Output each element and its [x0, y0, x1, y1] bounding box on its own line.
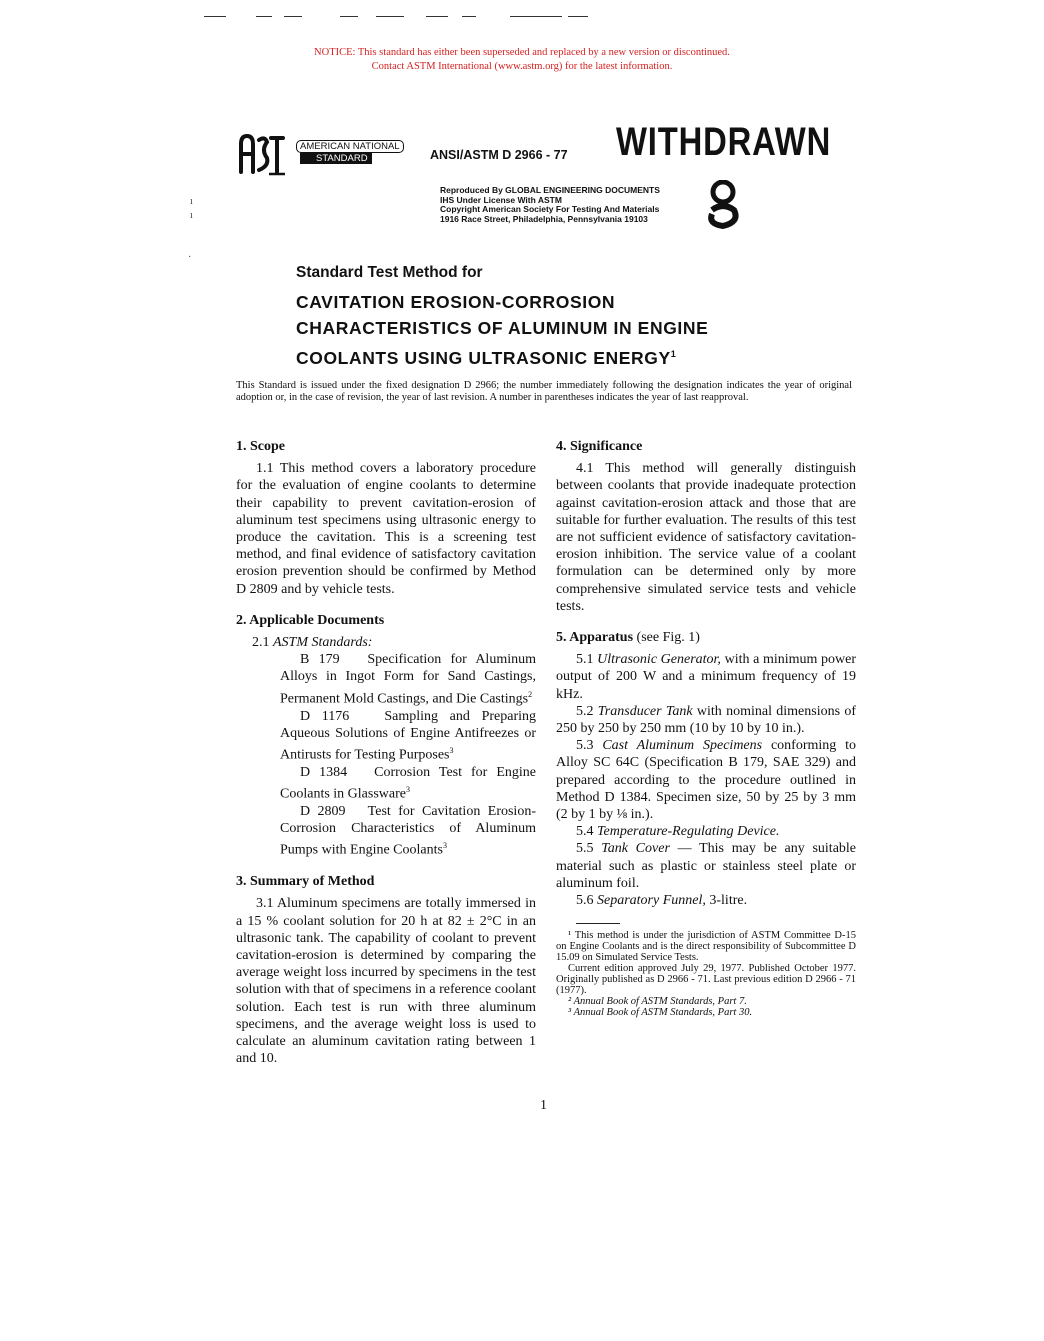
paragraph: 3.1 Aluminum specimens are totally immersed in a 15 % coolant solution for 20 h at 82 ± 2°C in an ultrasonic tank. The capability of coolant to prevent cavitation-erosion is determined by comparing the average weight loss incurred by specimens in the test solution with that of specimens in a reference coolant solution. Each test is run with three aluminum specimens, and the average weight loss is used to calculate an aluminum cavitation rating between 1 and 10.: [236, 896, 536, 1067]
item-number: 5.4: [576, 824, 594, 840]
repro-line-1: Reproduced By GLOBAL ENGINEERING DOCUMENTS: [440, 185, 660, 195]
reference-item: [252, 803, 536, 859]
ansi-badge: [296, 140, 416, 166]
section-heading: 4. Significance: [556, 439, 643, 454]
footnote-3: ³ Annual Book of ASTM Standards, Part 30.: [568, 1007, 753, 1019]
title-footnote-mark: 1: [670, 349, 677, 359]
section-heading: 1. Scope: [236, 439, 285, 454]
subsection-number: 2.1: [252, 635, 270, 651]
apparatus-item: [556, 737, 856, 823]
footnote-1b: Current edition approved July 29, 1977. Published October 1977. Originally published as D 2966 - 71. Last previous edition D 2966 - 71 (1977).: [556, 963, 856, 997]
astm-logo: [237, 132, 287, 178]
section-heading: [556, 629, 856, 646]
reference-code: B 179: [300, 652, 340, 668]
footnotes: [556, 930, 856, 1018]
notice-line-1: NOTICE: This standard has either been superseded and replaced by a new version or discontinued.: [314, 47, 730, 58]
left-column: [236, 438, 536, 1081]
item-number: 5.2: [576, 703, 594, 719]
apparatus-item: [556, 840, 856, 892]
item-number: 5.6: [576, 893, 594, 909]
ansi-bottom-label: STANDARD: [300, 153, 372, 164]
right-column: [556, 438, 856, 1018]
repro-line-3: Copyright American Society For Testing And Materials: [440, 204, 660, 214]
item-name: Tank Cover: [601, 841, 670, 857]
document-title: [296, 289, 708, 371]
item-text: with a minimum power output of 200 W and a minimum frequency of 19 kHz.: [556, 652, 857, 702]
ansi-top-label: AMERICAN NATIONAL: [296, 140, 404, 153]
section-summary: [236, 873, 536, 1067]
global-engineering-logo: [704, 180, 742, 230]
scan-dashes: [200, 16, 600, 20]
reference-footnote: 3: [442, 841, 447, 851]
repro-line-2: IHS Under License With ASTM: [440, 194, 562, 205]
reference-text: Corrosion Test for Engine Coolants in Glassware: [280, 764, 536, 802]
footnote-1: ¹ This method is under the jurisdiction of ASTM Committee D-15 on Engine Coolants and is the direct responsibility of Subcommittee D 15.09 on Simulated Service Tests.: [556, 930, 856, 964]
apparatus-item: [556, 892, 856, 909]
scan-mark: ·: [188, 252, 192, 263]
section-apparatus: [556, 629, 856, 909]
item-text: 3-litre.: [709, 893, 748, 909]
footnote-divider: [576, 923, 620, 924]
title-line-3: [296, 341, 708, 371]
apparatus-item: [556, 823, 856, 840]
footnote-2: ² Annual Book of ASTM Standards, Part 7.: [568, 996, 747, 1008]
section-applicable-documents: [236, 612, 536, 859]
section-heading-text: 5. Apparatus: [556, 630, 634, 646]
item-number: 5.3: [576, 738, 594, 754]
page-number: 1: [540, 1098, 547, 1113]
notice-line-2: Contact ASTM International (www.astm.org) for the latest information.: [371, 61, 673, 72]
reference-list: [236, 651, 536, 859]
reference-code: D 1176: [300, 708, 350, 724]
item-number: 5.5: [576, 841, 594, 857]
item-name: Ultrasonic Generator,: [597, 652, 721, 668]
notice: [0, 46, 1044, 74]
reference-item: [252, 764, 536, 803]
title-prefix: Standard Test Method for: [296, 264, 483, 281]
section-heading: 3. Summary of Method: [236, 874, 375, 890]
paragraph: 1.1 This method covers a laboratory procedure for the evaluation of engine coolants to determine their capability to prevent cavitation-erosion of aluminum test specimens using ultrasonic energy to produce the cavitation. This is a screening test method, and final evidence of satisfactory cavitation erosion prevention should be confirmed by Method D 2809 and by vehicle tests.: [236, 461, 536, 597]
item-name: Temperature-Regulating Device.: [597, 824, 780, 840]
reference-code: D 1384: [300, 764, 348, 780]
item-number: 5.1: [576, 652, 594, 668]
paragraph: 4.1 This method will generally distinguish between coolants that provide inadequate protection against cavitation-erosion attack and those that are suitable for further evaluation. The results of this test are not sufficient evidence of satisfactory cavitation-erosion inhibition. The service value of a coolant formulation can be determined only by more comprehensive simulated service tests and vehicle tests.: [556, 461, 856, 614]
title-line-1: CAVITATION EROSION-CORROSION: [296, 292, 616, 312]
item-name: Cast Aluminum Specimens: [602, 738, 763, 754]
subsection-heading: [236, 634, 536, 651]
title-line-2: CHARACTERISTICS OF ALUMINUM IN ENGINE: [296, 318, 709, 338]
apparatus-item: [556, 651, 856, 703]
reference-item: [252, 651, 536, 707]
reference-footnote: 3: [449, 745, 454, 755]
apparatus-item: [556, 703, 856, 737]
reference-code: D 2809: [300, 803, 346, 819]
section-heading: 2. Applicable Documents: [236, 612, 385, 628]
reference-item: [252, 708, 536, 764]
withdrawn-stamp: WITHDRAWN: [616, 120, 832, 164]
reference-footnote: 3: [405, 784, 410, 794]
repro-line-4: 1916 Race Street, Philadelphia, Pennsylvania 19103: [440, 213, 648, 224]
scan-mark: ı: [190, 196, 193, 207]
reference-footnote: 2: [528, 689, 533, 699]
reference-text: Sampling and Preparing Aqueous Solutions of Engine Antifreezes or Antirusts for Testing Purposes: [280, 708, 537, 763]
subsection-title: ASTM Standards:: [273, 635, 373, 651]
item-text: with nominal dimensions of 250 by 250 by 250 mm (10 by 10 by 10 in.).: [556, 703, 856, 737]
title-line-3-text: COOLANTS USING ULTRASONIC ENERGY: [296, 347, 671, 368]
item-text: — This may be any suitable material such as plastic or stainless steel plate or aluminum foil.: [556, 841, 857, 891]
section-scope: [236, 438, 536, 598]
figure-reference: (see Fig. 1): [636, 630, 700, 646]
reproduced-notice: [440, 186, 700, 224]
item-name: Transducer Tank: [597, 703, 693, 719]
issued-note: This Standard is issued under the fixed designation D 2966; the number immediately following the designation indicates the year of original adoption or, in the case of revision, the year of last revision. A number in parentheses indicates the year of last reapproval.: [236, 380, 852, 403]
reference-text: Test for Cavitation Erosion-Corrosion Characteristics of Aluminum Pumps with Engine Coolants: [280, 803, 536, 858]
designation: ANSI/ASTM D 2966 - 77: [430, 148, 568, 162]
reference-text: Specification for Aluminum Alloys in Ingot Form for Sand Castings, Permanent Mold Castings, and Die Castings: [280, 652, 536, 707]
scan-mark: ı: [190, 210, 193, 221]
section-significance: [556, 438, 856, 615]
item-text: conforming to Alloy SC 64C (Specification B 179, SAE 329) and prepared according to the procedure outlined in Method D 1384. Specimen size, 50 by 25 by 3 mm (2 by 1 by ⅛ in.).: [556, 738, 856, 823]
item-name: Separatory Funnel,: [597, 893, 706, 909]
